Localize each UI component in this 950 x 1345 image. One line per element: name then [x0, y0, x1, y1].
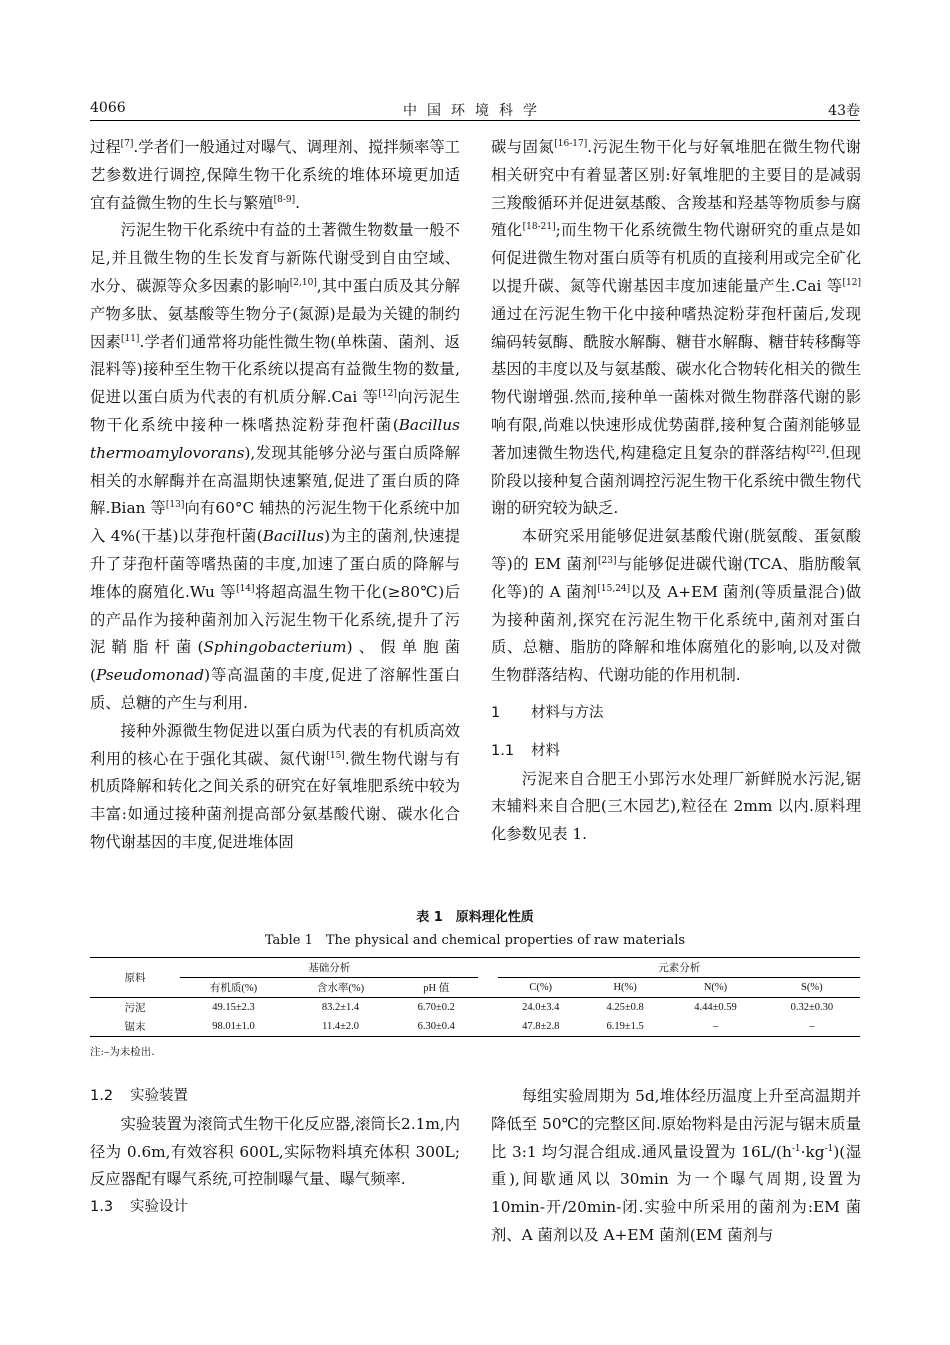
paragraph: 实验装置为滚筒式生物干化反应器,滚筒长2.1m,内径为 0.6m,有效容积 600L,实际物料填充体积 300L;反应器配有曝气系统,可控制曝气量、曝气频率.: [90, 1114, 460, 1189]
journal-title: 中国环境科学: [403, 103, 547, 119]
paragraph: 污泥生物干化系统中有益的土著微生物数量一般不足,并且微生物的生长发育与新陈代谢受到自由空域、水分、碳源等众多因素的影响[2,10],其中蛋白质及其分解产物多肽、氨基酸等生物分子(氮源)是最为关键的制约因素[11].学者们通常将功能性微生物(单株菌、菌剂、返混料等)接种至生物干化系统以提高有益微生物的数量,促进以蛋白质为代表的有机质分解.Cai 等[12]向污泥生物干化系统中接种一株嗜热淀粉芽孢杆菌(Bacillus thermoamylovorans),发现其能够分泌与蛋白质降解相关的水解酶并在高温期快速繁殖,促进了蛋白质的降解.Bian 等[13]向有60°C 辅热的污泥生物干化系统中加入 4%(干基)以芽孢杆菌(Bacillus)为主的菌剂,快速提升了芽孢杆菌等嗜热菌的丰度,加速了蛋白质的降解与堆体的腐殖化.Wu 等[14]将超高温生物干化(≥80℃)后的产品作为接种菌剂加入污泥生物干化系统,提升了污泥鞘脂杆菌(Sphingobacterium)、假单胞菌(Pseudomonad)等高温菌的丰度,促进了溶解性蛋白质、总糖的产生与利用.: [90, 221, 460, 712]
citation: [8-9]: [273, 194, 296, 205]
subsection-heading: 1.1 材料: [491, 742, 560, 759]
paragraph: 污泥来自合肥王小郢污水处理厂新鲜脱水污泥,锯末辅料来自合肥(三木园艺),粒径在 2mm 以内.原料理化参数见表 1.: [491, 769, 861, 844]
right-column-top: [491, 134, 861, 849]
table-row: 污泥 49.15±2.3 83.2±1.4 6.70±0.2 24.0±3.4 4.25±0.8 4.44±0.59 0.32±0.30: [124, 1002, 834, 1014]
page-header: [90, 100, 860, 121]
data-table: [90, 957, 860, 1037]
table-group-header: 基础分析: [180, 958, 478, 978]
table-caption-cn: 表 1 原料理化性质: [416, 910, 534, 925]
species-name: Sphingobacterium: [203, 638, 347, 657]
subsection-heading: 1.3 实验设计: [90, 1199, 188, 1216]
paragraph: 本研究采用能够促进氨基酸代谢(胱氨酸、蛋氨酸等)的 EM 菌剂[23]与能够促进碳代谢(TCA、脂肪酸氧化等)的 A 菌剂[15,24]以及 A+EM 菌剂(等质量混合)做为接种菌剂,探究在污泥生物干化系统中,菌剂对蛋白质、总糖、脂肪的降解和堆体腐殖化的影响,以及对微生物群落结构、代谢功能的作用机制.: [491, 527, 861, 685]
table-column-header: H(%): [613, 982, 637, 993]
paragraph: 碳与固氮[16-17].污泥生物干化与好氧堆肥在微生物代谢相关研究中有着显著区别:好氧堆肥的主要目的是减弱三羧酸循环并促进氨基酸、含羧基和羟基等物质参与腐殖化[18-21];而生物干化系统微生物代谢研究的重点是如何促进微生物对蛋白质等有机质的直接利用或完全矿化以提升碳、氮等代谢基因丰度加速能量产生.Cai 等[12]通过在污泥生物干化中接种嗜热淀粉芽孢杆菌后,发现编码转氨酶、酰胺水解酶、糖苷水解酶、糖苷转移酶等基因的丰度以及与氨基酸、碳水化合物转化相关的微生物代谢增强.然而,接种单一菌株对微生物群落代谢的影响有限,尚难以快速形成优势菌群,接种复合菌剂能够显著加速微生物迭代,构建稳定且复杂的群落结构[22].但现阶段以接种复合菌剂调控污泥生物干化系统中微生物代谢的研究较为缺乏.: [491, 138, 861, 518]
table-group-header: 元素分析: [498, 958, 860, 978]
right-column-bottom: [491, 1083, 861, 1250]
species-name: Bacillus: [262, 527, 325, 546]
table-column-header: 含水率(%): [316, 983, 365, 994]
table-column-header: C(%): [529, 982, 553, 993]
table-column-header: pH 值: [423, 983, 450, 994]
table-note: 注:–为未检出.: [90, 1046, 155, 1058]
citation: [11]: [120, 333, 140, 344]
citation: [16-17]: [554, 138, 588, 149]
citation: [15,24]: [597, 583, 631, 594]
paragraph: 每组实验周期为 5d,堆体经历温度上升至高温期并降低至 50℃的完整区间.原始物料是由污泥与锯末质量比 3:1 均匀混合组成.通风量设置为 $16L/(h^{-1}\cdot kg^{-1})$(湿重),间歇通风以 30min 为一个曝气周期,设置为 10min-开/20min-闭.实验中所采用的菌剂为:EM 菌剂、A 菌剂以及 A+EM 菌剂(EM 菌剂与: [491, 1087, 862, 1244]
citation: [15]: [326, 750, 345, 761]
page-number: 4066: [90, 100, 126, 116]
table-column-header: N(%): [703, 982, 728, 993]
subsection-heading: 1.2 实验装置: [90, 1088, 188, 1104]
table-row-header: 原料: [90, 958, 180, 998]
table-column-header: S(%): [801, 982, 823, 993]
citation: [13]: [165, 500, 185, 511]
citation: [22]: [806, 444, 826, 455]
left-column-top: [90, 134, 460, 857]
table-row: 锯末 98.01±1.0 11.4±2.0 6.30±0.4 47.8±2.8 6.19±1.5 – –: [90, 1017, 860, 1037]
citation: [18-21]: [522, 222, 556, 233]
species-name: Pseudomonad: [95, 666, 205, 685]
paragraph: 过程[7].学者们一般通过对曝气、调理剂、搅拌频率等工艺参数进行调控,保障生物干化系统的堆体环境更加适宜有益微生物的生长与繁殖[8-9].: [90, 138, 460, 212]
citation: [14]: [236, 583, 255, 594]
citation: [12]: [842, 277, 861, 288]
volume-label: 43卷: [828, 103, 860, 119]
citation: [7]: [120, 138, 134, 149]
citation: [23]: [598, 555, 617, 566]
paragraph: 接种外源微生物促进以蛋白质为代表的有机质高效利用的核心在于强化其碳、氮代谢[15].微生物代谢与有机质降解和转化之间关系的研究在好氧堆肥系统中较为丰富:如通过接种菌剂提高部分氨基酸代谢、碳水化合物代谢基因的丰度,促进堆体固: [90, 721, 460, 851]
section-heading: 1 材料与方法: [491, 704, 604, 721]
table-column-header: 有机质(%): [209, 983, 258, 994]
species-name: Bacillus thermoamylovorans: [90, 415, 460, 462]
citation: [12]: [378, 389, 397, 400]
table-caption-en: Table 1 The physical and chemical properties of raw materials: [264, 933, 686, 948]
left-column-bottom: [90, 1083, 460, 1222]
citation: [2,10]: [289, 277, 317, 288]
